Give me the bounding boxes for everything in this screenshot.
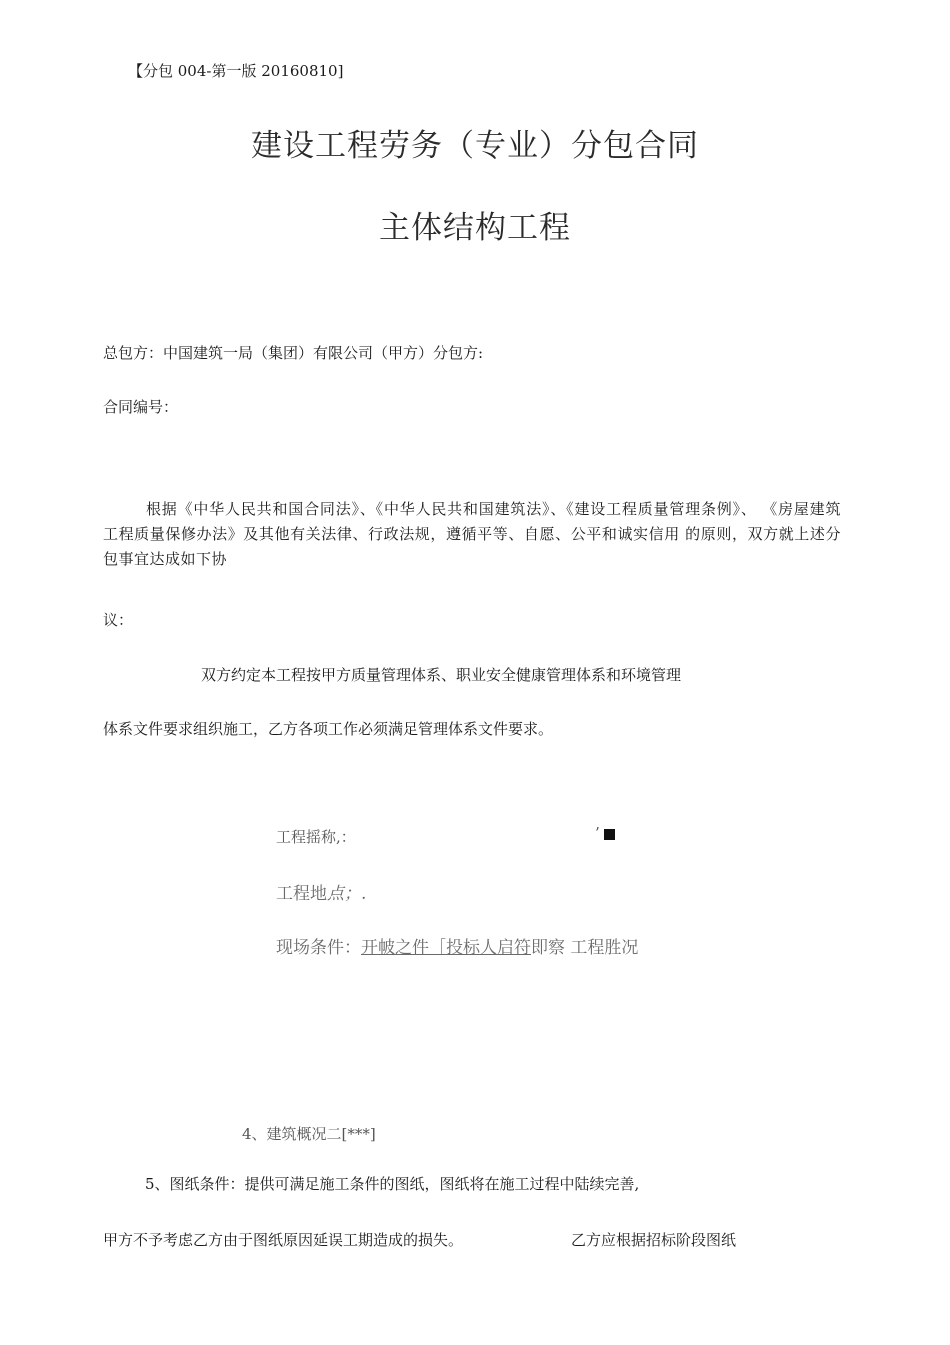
preamble-paragraph-end: 议： (103, 611, 134, 629)
project-name-mark-text: ’ (595, 824, 600, 842)
item-5-continuation-a: 甲方不予考虑乙方由于图纸原因延误工期造成的损失。 (103, 1231, 464, 1249)
item-5-continuation-b: 乙方应根据招标阶段图纸 (571, 1231, 737, 1249)
project-location (276, 879, 366, 904)
item-4-building-overview: 4、建筑概况二[***] (242, 1125, 376, 1143)
contract-number-label: 合同编号： (103, 398, 179, 416)
management-system-line-2: 体系文件要求组织施工，乙方各项工作必须满足管理体系文件要求。 (103, 720, 554, 738)
project-name-label: 工程摇称,： (276, 828, 356, 846)
black-square-icon (604, 829, 615, 840)
parties-line: 总包方：中国建筑一局（集团）有限公司（甲方）分包方: (103, 344, 484, 362)
site-conditions-label: 现场条件： (276, 938, 361, 958)
contract-title: 建设工程劳务（专业）分包合同 (251, 128, 699, 164)
project-location-label: 工程地 (276, 884, 327, 904)
site-conditions (276, 933, 638, 958)
site-conditions-rest: 即察 工程胜况 (531, 938, 639, 958)
preamble-paragraph: 根据《中华人民共和国合同法》、《中华人民共和国建筑法》、《建设工程质量管理条例》、 《房屋建筑工程质量保修办法》及其他有关法律、行政法规，遵循平等、自愿、公平和诚实信用 的原则，双方就上述分包事宜达成如下协 (103, 500, 841, 568)
management-system-line-1: 双方约定本工程按甲方质量管理体系、职业安全健康管理体系和环境管理 (201, 666, 682, 684)
contract-subtitle: 主体结构工程 (379, 210, 571, 246)
project-name-mark (595, 824, 615, 842)
item-5-drawing-conditions: 5、图纸条件：提供可满足施工条件的图纸，图纸将在施工过程中陆续完善, (145, 1175, 640, 1193)
version-tag: 【分包 004-第一版 20160810] (128, 62, 344, 80)
project-location-italic: 点；. (327, 884, 367, 904)
site-conditions-underlined: 开帔之件［投标人启符 (361, 938, 531, 958)
